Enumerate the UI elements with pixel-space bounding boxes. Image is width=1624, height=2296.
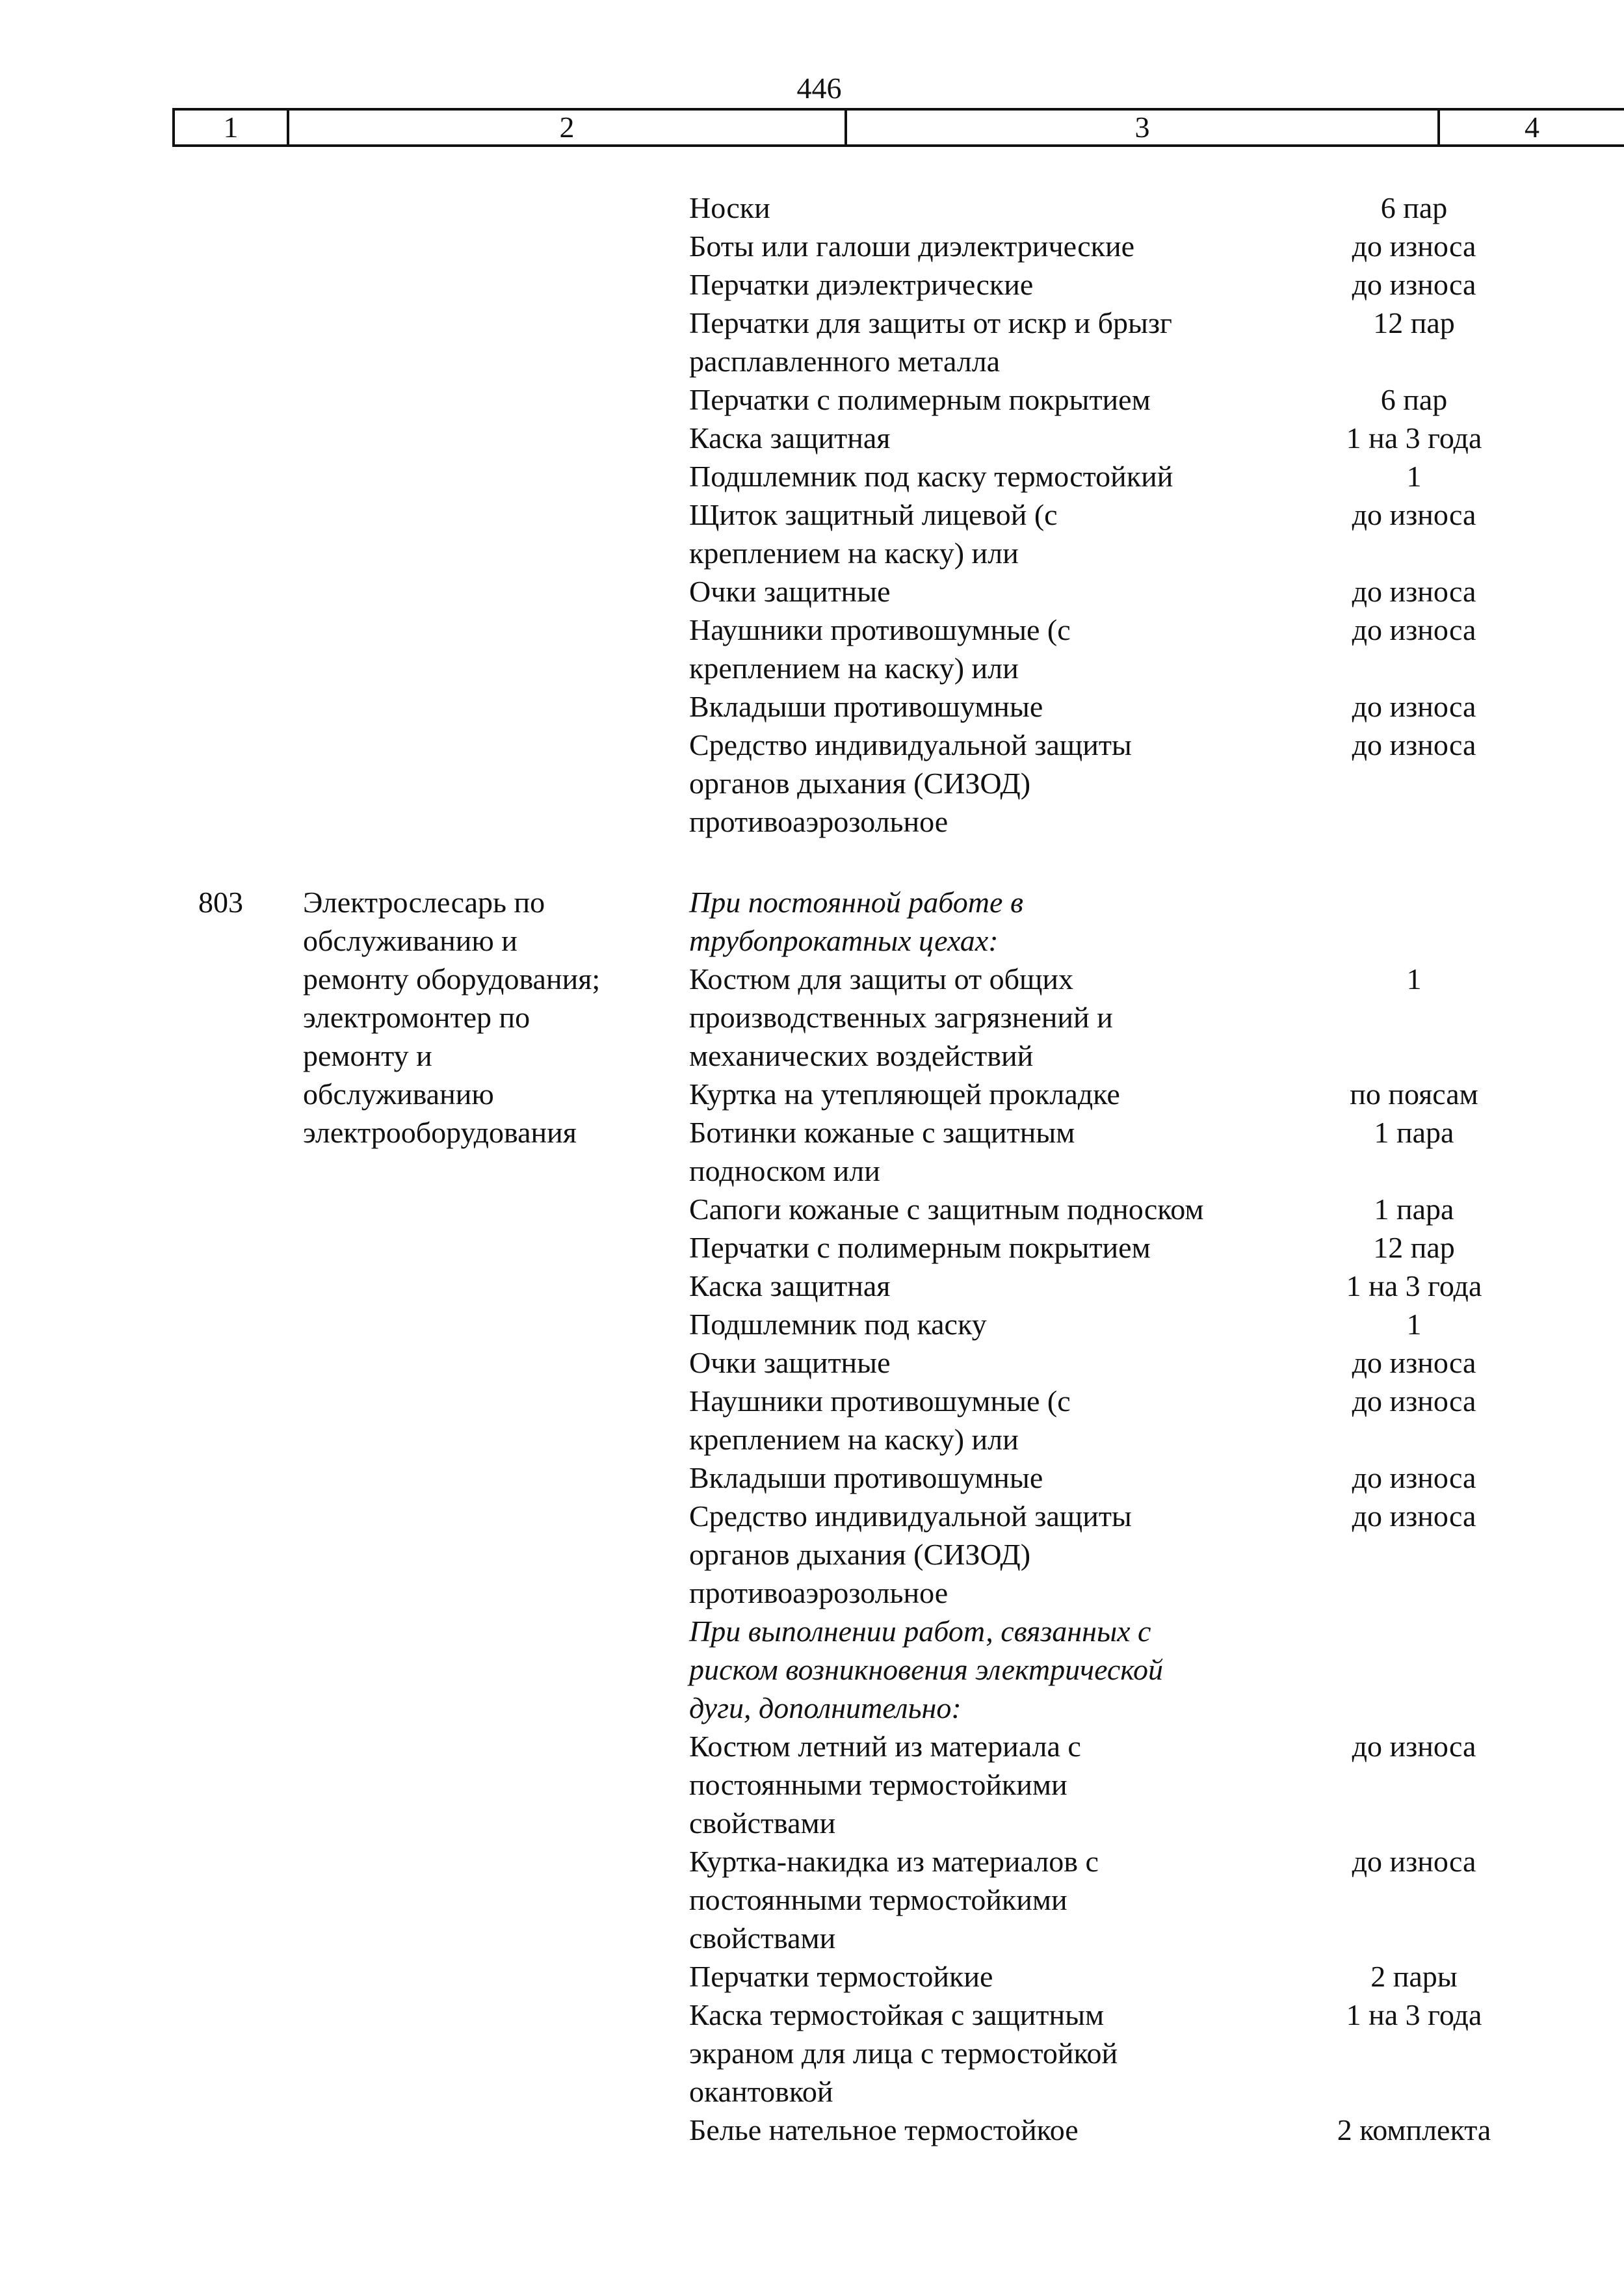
- entry-qty-column: [1290, 883, 1538, 2149]
- header-col-4: 4: [1525, 111, 1539, 144]
- item-quantity: до износа: [1352, 268, 1476, 301]
- table-header-row: [172, 108, 1624, 147]
- item-quantity: 1 пара: [1374, 1116, 1454, 1149]
- quantity-spacer: [1290, 1535, 1538, 1574]
- item-name-line: Ботинки кожаные с защитным: [689, 1116, 1075, 1149]
- quantity-spacer: [1290, 1880, 1538, 1919]
- top-items-column: [689, 189, 1274, 841]
- item-name-line: противоаэрозольное: [689, 1576, 949, 1609]
- item-name-line: Перчатки термостойкие: [689, 1960, 993, 1993]
- header-col-3: 3: [847, 111, 1440, 144]
- item-name-line: постоянными термостойкими: [689, 1883, 1067, 1916]
- item-name-line: Наушники противошумные (с: [689, 613, 1071, 646]
- item-quantity: до износа: [1352, 728, 1476, 761]
- section-note-line: При постоянной работе в: [689, 886, 1023, 919]
- item-name-line: Перчатки с полимерным покрытием: [689, 1231, 1151, 1264]
- quantity-spacer: [1290, 2034, 1538, 2072]
- page-number: 446: [796, 72, 842, 105]
- header-col-1: 1: [172, 111, 289, 144]
- item-name-line: Перчатки диэлектрические: [689, 268, 1034, 301]
- item-name-line: креплением на каску) или: [689, 652, 1019, 685]
- profession-line: обслуживанию: [303, 1077, 494, 1111]
- header-col-2: 2: [289, 111, 847, 144]
- item-quantity: до износа: [1352, 1730, 1476, 1763]
- item-quantity: до износа: [1352, 575, 1476, 608]
- item-name-line: Наушники противошумные (с: [689, 1384, 1071, 1418]
- item-quantity: до износа: [1352, 1384, 1476, 1418]
- item-name-line: органов дыхания (СИЗОД): [689, 767, 1031, 800]
- quantity-spacer: [1290, 1650, 1538, 1689]
- item-quantity: 12 пар: [1373, 1231, 1455, 1264]
- item-quantity: до износа: [1352, 1499, 1476, 1533]
- item-name-line: Сапоги кожаные с защитным подноском: [689, 1193, 1204, 1226]
- item-name-line: Вкладыши противошумные: [689, 1461, 1043, 1494]
- profession-line: ремонту и: [303, 1039, 432, 1072]
- item-quantity: 6 пар: [1380, 383, 1448, 416]
- item-name-line: Носки: [689, 191, 770, 224]
- quantity-spacer: [1290, 534, 1538, 572]
- item-quantity: 1 на 3 года: [1346, 1998, 1482, 2031]
- item-quantity: 6 пар: [1380, 191, 1448, 224]
- item-name-line: Боты или галоши диэлектрические: [689, 230, 1135, 263]
- item-name-line: Перчатки для защиты от искр и брызг: [689, 306, 1172, 339]
- item-name-line: Вкладыши противошумные: [689, 690, 1043, 723]
- top-qty-column: [1290, 189, 1538, 841]
- entry-number: 803: [198, 886, 243, 919]
- item-quantity: 1 на 3 года: [1346, 421, 1482, 455]
- profession-line: Электрослесарь по: [303, 886, 545, 919]
- item-name-line: экраном для лица с термостойкой: [689, 2037, 1118, 2070]
- item-name-line: Средство индивидуальной защиты: [689, 1499, 1132, 1533]
- item-quantity: по поясам: [1350, 1077, 1478, 1111]
- item-name-line: креплением на каску) или: [689, 536, 1019, 570]
- item-quantity: [1290, 883, 1538, 921]
- item-name-line: Подшлемник под каску термостойкий: [689, 460, 1173, 493]
- item-quantity: 1: [1406, 1308, 1422, 1341]
- item-quantity: 1: [1406, 460, 1422, 493]
- item-quantity: до износа: [1352, 690, 1476, 723]
- item-name-line: Подшлемник под каску: [689, 1308, 987, 1341]
- quantity-spacer: [1290, 1765, 1538, 1804]
- item-name-line: производственных загрязнений и: [689, 1001, 1113, 1034]
- item-quantity: до износа: [1352, 498, 1476, 531]
- item-name-line: Костюм для защиты от общих: [689, 962, 1074, 996]
- item-quantity: 12 пар: [1373, 306, 1455, 339]
- item-name-line: Куртка-накидка из материалов с: [689, 1845, 1099, 1878]
- item-name-line: Очки защитные: [689, 1346, 891, 1379]
- item-name-line: расплавленного металла: [689, 345, 1001, 378]
- item-name-line: свойствами: [689, 1806, 836, 1840]
- quantity-spacer: [1290, 1152, 1538, 1190]
- item-name-line: Каска термостойкая с защитным: [689, 1998, 1105, 2031]
- item-name-line: Куртка на утепляющей прокладке: [689, 1077, 1120, 1111]
- quantity-spacer: [1290, 1574, 1538, 1612]
- profession-line: обслуживанию и: [303, 924, 517, 957]
- section-note-line: трубопрокатных цехах:: [689, 924, 999, 957]
- quantity-spacer: [1290, 342, 1538, 380]
- entry-items-column: [689, 883, 1274, 2149]
- quantity-spacer: [1290, 1804, 1538, 1842]
- quantity-spacer: [1290, 1689, 1538, 1727]
- item-quantity: до износа: [1352, 1845, 1476, 1878]
- quantity-spacer: [1290, 802, 1538, 841]
- item-quantity: до износа: [1352, 1346, 1476, 1379]
- item-name-line: Средство индивидуальной защиты: [689, 728, 1132, 761]
- item-name-line: Щиток защитный лицевой (с: [689, 498, 1058, 531]
- item-quantity: 1 пара: [1374, 1193, 1454, 1226]
- quantity-spacer: [1290, 649, 1538, 687]
- item-name-line: Перчатки с полимерным покрытием: [689, 383, 1151, 416]
- item-name-line: Каска защитная: [689, 1269, 891, 1302]
- item-name-line: Каска защитная: [689, 421, 891, 455]
- item-name-line: постоянными термостойкими: [689, 1768, 1067, 1801]
- item-quantity: 2 пары: [1370, 1960, 1458, 1993]
- item-name-line: Костюм летний из материала с: [689, 1730, 1081, 1763]
- item-name-line: Очки защитные: [689, 575, 891, 608]
- profession-line: ремонту оборудования;: [303, 962, 601, 996]
- item-name-line: свойствами: [689, 1921, 836, 1955]
- profession-line: электромонтер по: [303, 1001, 530, 1034]
- item-name-line: механических воздействий: [689, 1039, 1034, 1072]
- section-note-line: риском возникновения электрической: [689, 1653, 1164, 1686]
- quantity-spacer: [1290, 921, 1538, 960]
- section-note-line: дуги, дополнительно:: [689, 1691, 962, 1724]
- item-name-line: креплением на каску) или: [689, 1423, 1019, 1456]
- item-name-line: Белье нательное термостойкое: [689, 2113, 1079, 2146]
- item-quantity: 2 комплекта: [1337, 2113, 1491, 2146]
- quantity-spacer: [1290, 1420, 1538, 1458]
- quantity-spacer: [1290, 1036, 1538, 1075]
- quantity-spacer: [1290, 1919, 1538, 1957]
- quantity-spacer: [1290, 998, 1538, 1036]
- item-name-line: окантовкой: [689, 2075, 833, 2108]
- item-name-line: подноском или: [689, 1154, 880, 1187]
- item-name-line: органов дыхания (СИЗОД): [689, 1538, 1031, 1571]
- item-quantity: до износа: [1352, 230, 1476, 263]
- item-quantity: 1: [1406, 962, 1422, 996]
- profession-column: [303, 883, 667, 1152]
- item-quantity: до износа: [1352, 1461, 1476, 1494]
- item-quantity: [1290, 1612, 1538, 1650]
- item-quantity: до износа: [1352, 613, 1476, 646]
- quantity-spacer: [1290, 764, 1538, 802]
- section-note-line: При выполнении работ, связанных с: [689, 1615, 1151, 1648]
- item-quantity: 1 на 3 года: [1346, 1269, 1482, 1302]
- profession-line: электрооборудования: [303, 1116, 577, 1149]
- item-name-line: противоаэрозольное: [689, 805, 949, 838]
- quantity-spacer: [1290, 2072, 1538, 2111]
